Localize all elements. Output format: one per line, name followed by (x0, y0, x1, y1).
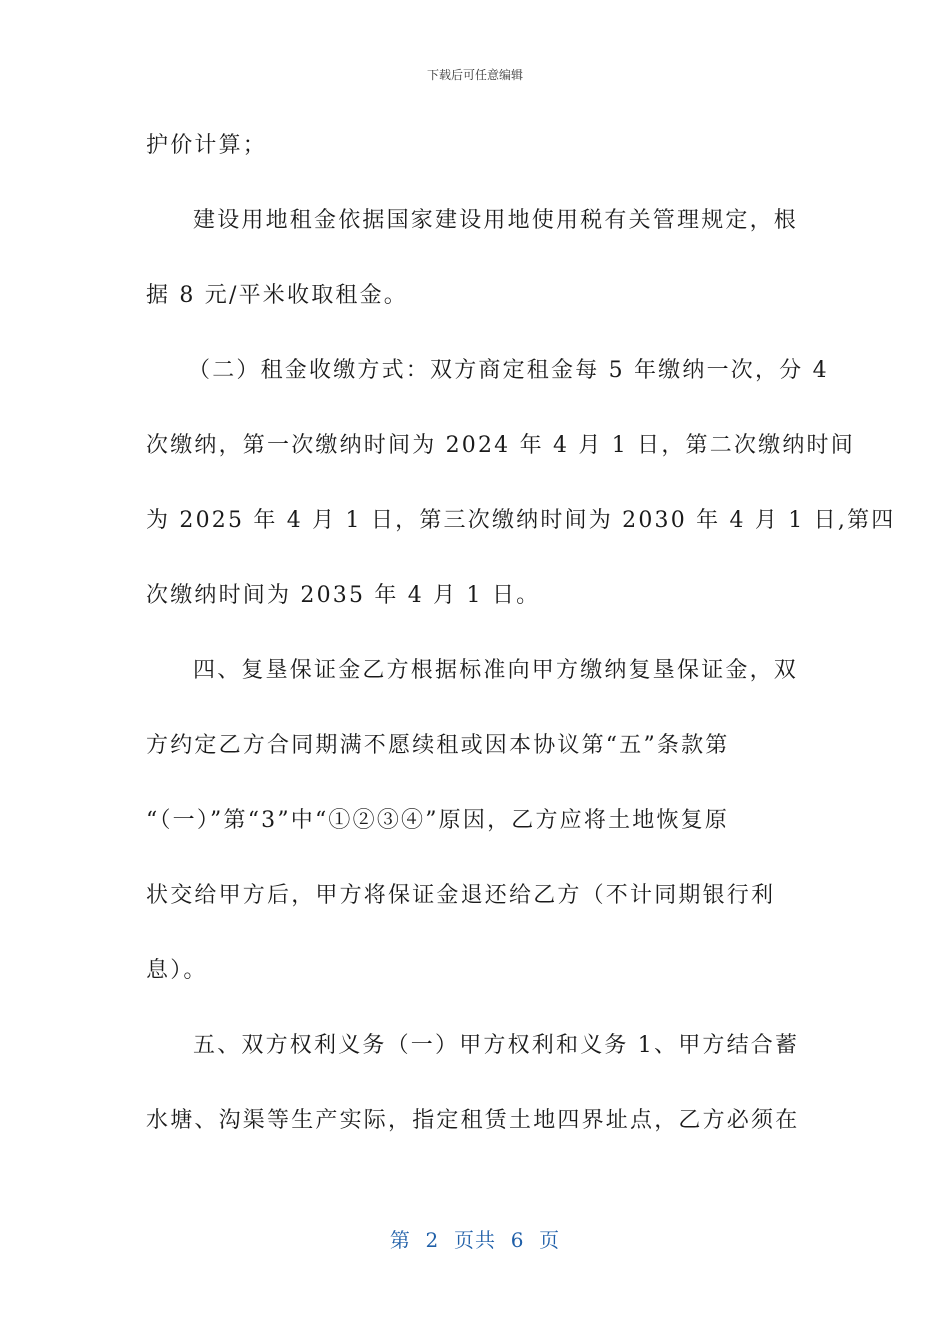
page-header: 下载后可任意编辑 (426, 68, 523, 82)
paragraph-line: 方约定乙方合同期满不愿续租或因本协议第“五”条款第 (146, 733, 730, 758)
paragraph-line: 为 2025 年 4 月 1 日，第三次缴纳时间为 2030 年 4 月 1 日,第四 (146, 508, 896, 533)
paragraph-line: 次缴纳，第一次缴纳时间为 2024 年 4 月 1 日，第二次缴纳时间 (146, 433, 855, 458)
paragraph-line: 水塘、沟渠等生产实际，指定租赁土地四界址点，乙方必须在 (146, 1108, 800, 1133)
paragraph-line: 次缴纳时间为 2035 年 4 月 1 日。 (146, 583, 541, 608)
paragraph-line: （二）租金收缴方式：双方商定租金每 5 年缴纳一次，分 4 (188, 358, 829, 383)
paragraph-line: 五、双方权利义务（一）甲方权利和义务 1、甲方结合蓄 (193, 1033, 800, 1058)
paragraph-line: 状交给甲方后，甲方将保证金退还给乙方（不计同期银行利 (146, 883, 776, 908)
paragraph-line: 据 8 元/平米收取租金。 (146, 283, 408, 308)
paragraph-line: 护价计算； (146, 133, 268, 158)
paragraph-line: “（一）”第“3”中“①②③④”原因，乙方应将土地恢复原 (146, 808, 730, 833)
paragraph-line: 息）。 (146, 958, 208, 983)
page-number-footer: 第 2 页共 6 页 (389, 1228, 561, 1252)
paragraph-line: 建设用地租金依据国家建设用地使用税有关管理规定，根 (193, 208, 799, 233)
paragraph-line: 四、复垦保证金乙方根据标准向甲方缴纳复垦保证金，双 (193, 658, 799, 683)
